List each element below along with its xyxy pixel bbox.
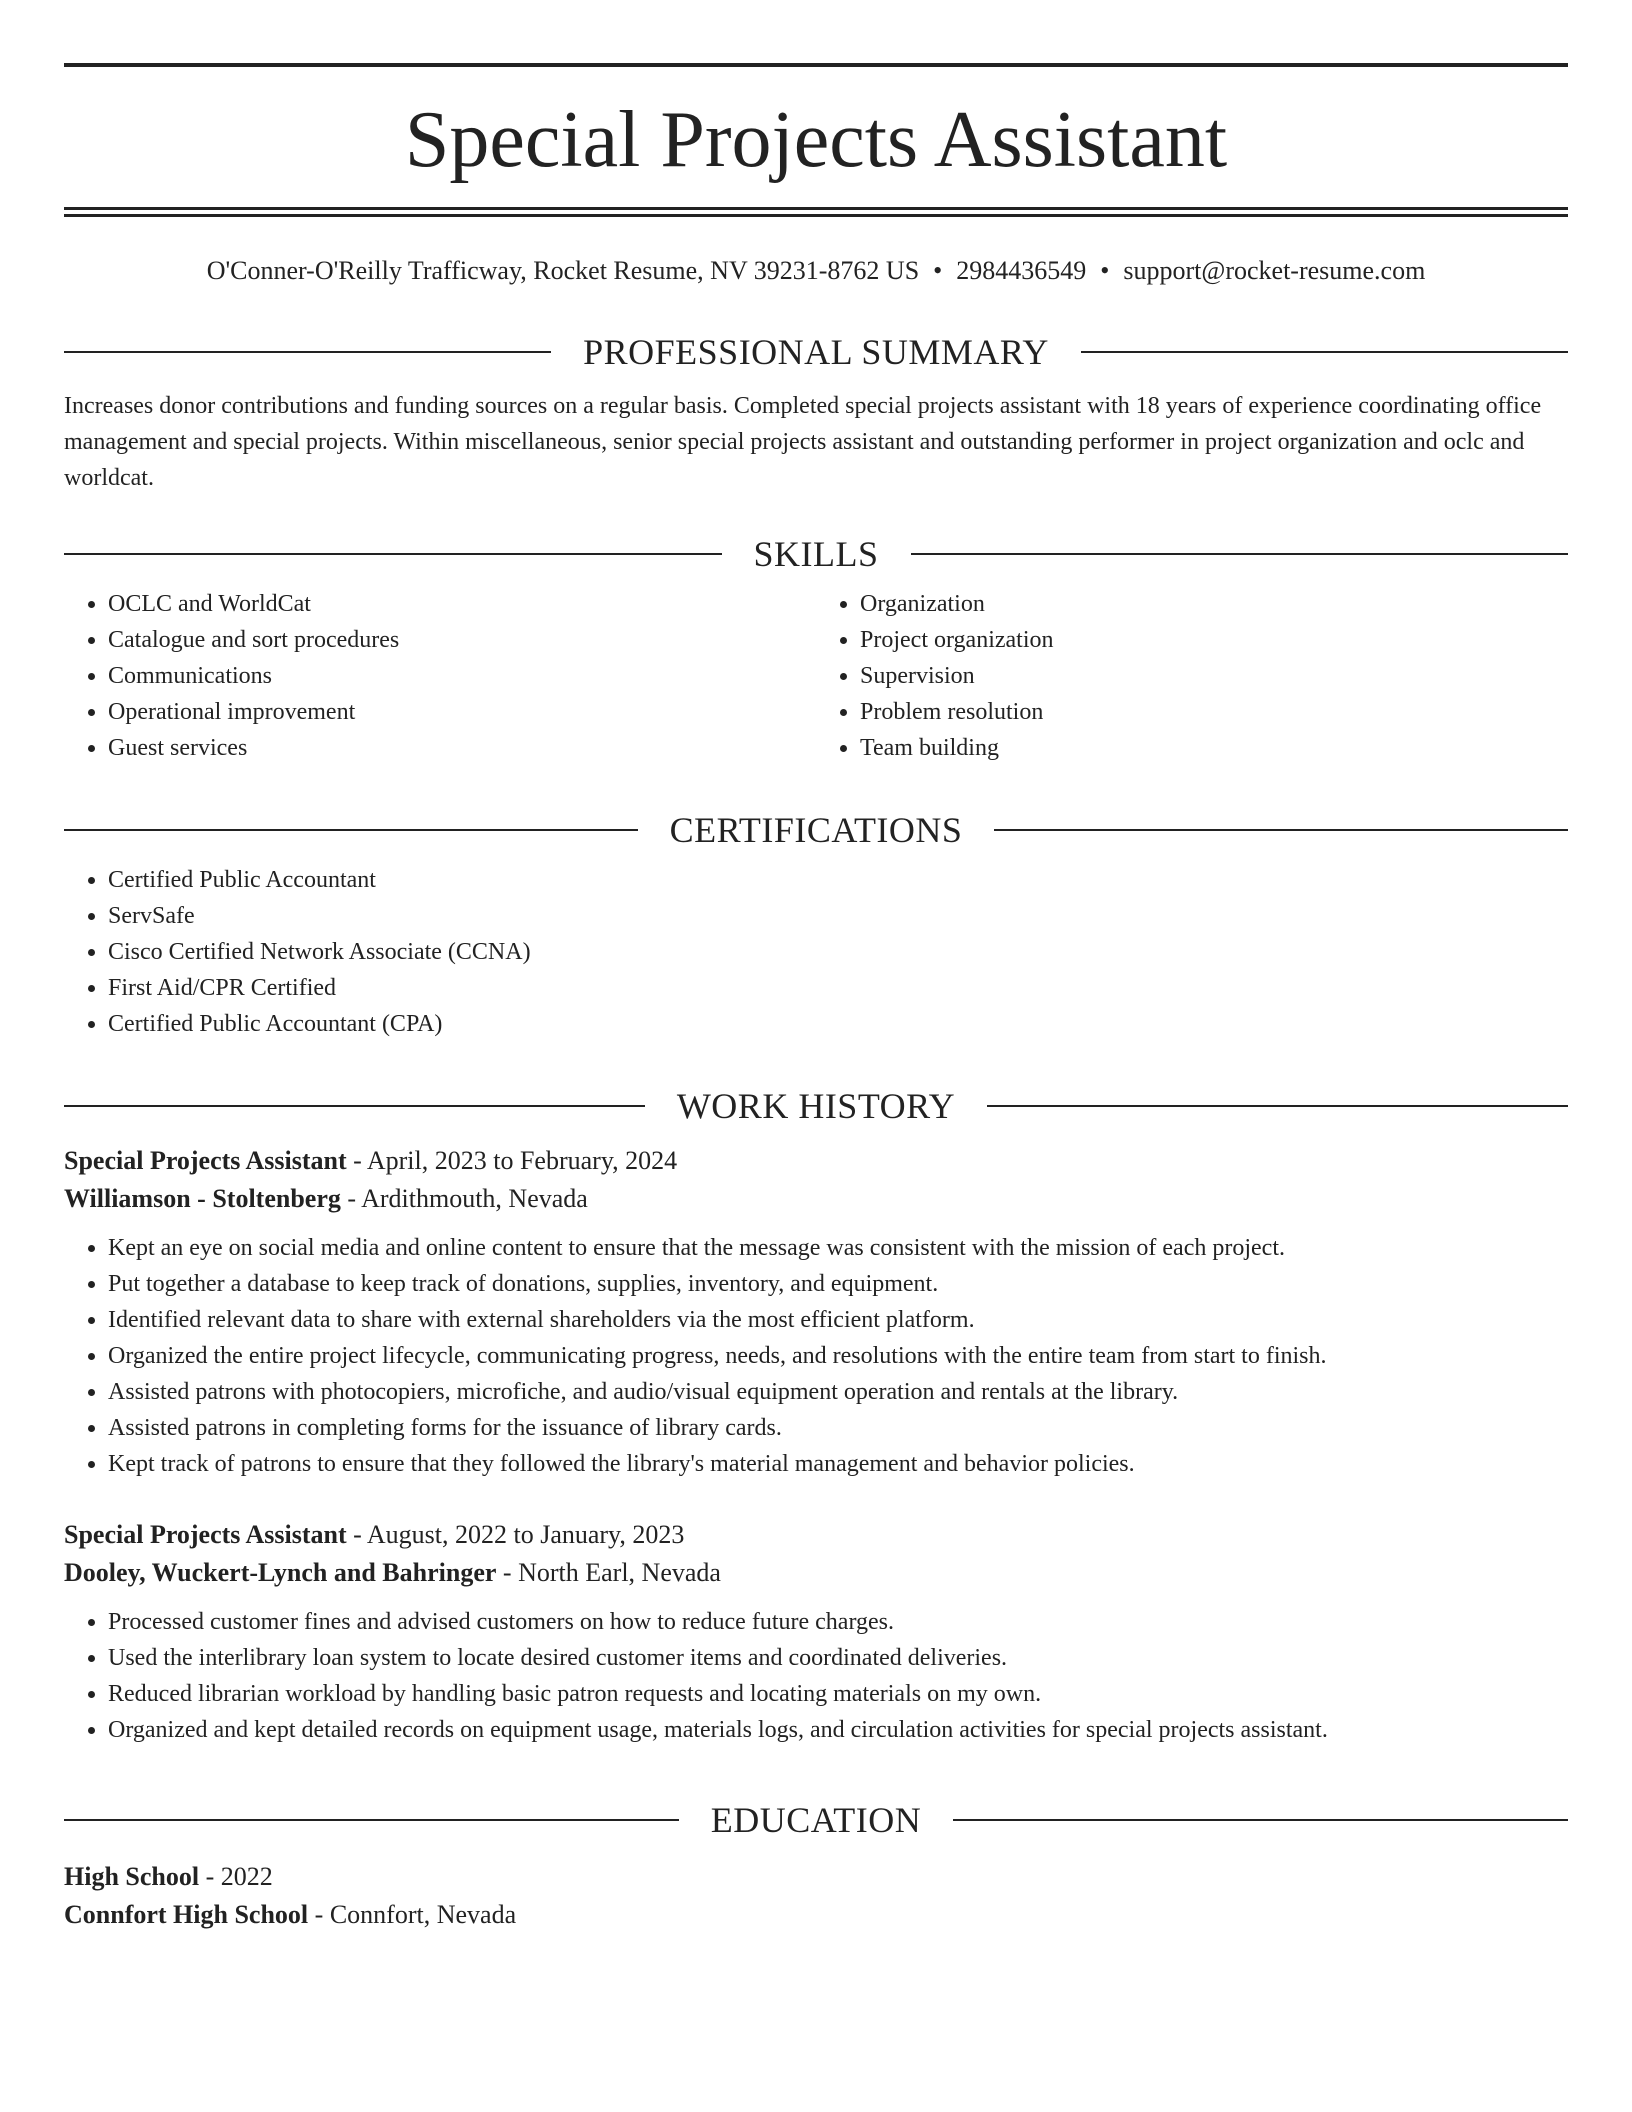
job-title-line: [64, 1142, 1568, 1180]
skill-item: • Team building: [860, 730, 1568, 766]
contact-address: O'Conner-O'Reilly Trafficway, Rocket Resume, NV 39231-8762 US: [206, 256, 920, 285]
job-dash: -: [346, 1146, 367, 1175]
education-entry: [64, 1858, 1568, 1934]
summary-section: [64, 330, 1568, 496]
summary-text: Increases donor contributions and funding sources on a regular basis. Completed special projects assistant with 18 years of experience coordinating office management and special projects. Within miscellaneous, senior special projects assistant and outstanding performer in project organization and oclc and worldcat.: [64, 393, 1542, 491]
education-heading: [64, 1798, 1568, 1842]
certification-item: • First Aid/CPR Certified: [108, 970, 1568, 1006]
skills-column-right: [816, 586, 1568, 766]
job-dash: -: [346, 1520, 367, 1549]
skill-item: • Problem resolution: [860, 694, 1568, 730]
skill-item: • Project organization: [860, 622, 1568, 658]
job-bullet: • Kept an eye on social media and online content to ensure that the message was consistent with the mission of each project.: [108, 1230, 1568, 1266]
heading-rule-right: [911, 553, 1569, 555]
work-heading-title: WORK HISTORY: [676, 1086, 956, 1126]
job-title-line: [64, 1516, 1568, 1554]
heading-rule-right: [987, 1105, 1568, 1107]
summary-heading: [64, 330, 1568, 374]
job-company: Dooley, Wuckert-Lynch and Bahringer: [64, 1558, 497, 1587]
heading-rule-left: [64, 1105, 645, 1107]
education-degree-line: [64, 1858, 1568, 1896]
education-heading-title: EDUCATION: [710, 1800, 922, 1840]
heading-rule-left: [64, 1819, 679, 1821]
heading-rule-right: [953, 1819, 1568, 1821]
resume-title: Special Projects Assistant: [404, 96, 1228, 184]
job-company-line: [64, 1554, 1568, 1592]
summary-heading-title: PROFESSIONAL SUMMARY: [583, 332, 1049, 372]
education-section: [64, 1798, 1568, 1934]
top-rule: [64, 63, 1568, 67]
skills-column-left: [64, 586, 816, 766]
education-year: 2022: [220, 1862, 273, 1891]
certification-item: • ServSafe: [108, 898, 1568, 934]
job-bullet: • Kept track of patrons to ensure that they followed the library's material management and behavior policies.: [108, 1446, 1568, 1482]
skills-heading: [64, 532, 1568, 576]
education-dash: -: [308, 1900, 330, 1929]
job-location: North Earl, Nevada: [518, 1558, 721, 1587]
job-bullet: • Processed customer fines and advised customers on how to reduce future charges.: [108, 1604, 1568, 1640]
job-bullets: [64, 1230, 1568, 1482]
job-title: Special Projects Assistant: [64, 1146, 347, 1175]
contact-separator: •: [1100, 256, 1110, 285]
title-rule-lower: [64, 214, 1568, 217]
heading-rule-left: [64, 351, 551, 353]
work-section: [64, 1084, 1568, 1748]
contact-email: support@rocket-resume.com: [1123, 256, 1426, 285]
certification-item: • Certified Public Accountant (CPA): [108, 1006, 1568, 1042]
heading-rule-right: [994, 829, 1568, 831]
job-bullet: • Assisted patrons in completing forms for the issuance of library cards.: [108, 1410, 1568, 1446]
skills-columns: [64, 586, 1568, 766]
contact-line: [64, 254, 1568, 288]
job-bullet: • Organized and kept detailed records on equipment usage, materials logs, and circulation activities for special projects assistant.: [108, 1712, 1568, 1748]
job-bullet: • Reduced librarian workload by handling basic patron requests and locating materials on my own.: [108, 1676, 1568, 1712]
job-bullet: • Assisted patrons with photocopiers, microfiche, and audio/visual equipment operation and rentals at the library.: [108, 1374, 1568, 1410]
job-dash: -: [496, 1558, 519, 1587]
skills-list-left: [64, 586, 816, 766]
certifications-section: [64, 808, 1568, 1042]
certification-item: • Certified Public Accountant: [108, 862, 1568, 898]
education-school: Connfort High School: [64, 1900, 309, 1929]
job-entry: [64, 1142, 1568, 1482]
job-dash: -: [340, 1184, 362, 1213]
job-company-line: [64, 1180, 1568, 1218]
heading-rule-right: [1081, 351, 1568, 353]
certifications-heading: [64, 808, 1568, 852]
skill-item: • Communications: [108, 658, 816, 694]
education-school-line: [64, 1896, 1568, 1934]
job-company: Williamson - Stoltenberg: [64, 1184, 341, 1213]
certification-item: • Cisco Certified Network Associate (CCNA): [108, 934, 1568, 970]
work-heading: [64, 1084, 1568, 1128]
contact-phone: 2984436549: [956, 256, 1087, 285]
education-degree: High School: [64, 1862, 200, 1891]
job-bullet: • Organized the entire project lifecycle, communicating progress, needs, and resolutions with the entire team from start to finish.: [108, 1338, 1568, 1374]
skill-item: • Supervision: [860, 658, 1568, 694]
heading-rule-left: [64, 829, 638, 831]
skill-item: • Guest services: [108, 730, 816, 766]
skills-list-right: [816, 586, 1568, 766]
job-title: Special Projects Assistant: [64, 1520, 347, 1549]
job-bullet: • Put together a database to keep track of donations, supplies, inventory, and equipment.: [108, 1266, 1568, 1302]
title-rule-upper: [64, 207, 1568, 210]
job-dates: August, 2022 to January, 2023: [366, 1520, 685, 1549]
job-location: Ardithmouth, Nevada: [361, 1184, 588, 1213]
skill-item: • OCLC and WorldCat: [108, 586, 816, 622]
skill-item: • Operational improvement: [108, 694, 816, 730]
skill-item: • Catalogue and sort procedures: [108, 622, 816, 658]
job-bullets: [64, 1604, 1568, 1748]
certifications-list: [64, 862, 1568, 1042]
education-dash: -: [199, 1862, 221, 1891]
education-location: Connfort, Nevada: [329, 1900, 517, 1929]
job-entry: [64, 1516, 1568, 1748]
job-dates: April, 2023 to February, 2024: [366, 1146, 678, 1175]
skills-heading-title: SKILLS: [753, 534, 879, 574]
skills-section: [64, 532, 1568, 766]
certifications-heading-title: CERTIFICATIONS: [669, 810, 963, 850]
heading-rule-left: [64, 553, 722, 555]
job-bullet: • Used the interlibrary loan system to locate desired customer items and coordinated deliveries.: [108, 1640, 1568, 1676]
job-bullet: • Identified relevant data to share with external shareholders via the most efficient platform.: [108, 1302, 1568, 1338]
skill-item: • Organization: [860, 586, 1568, 622]
contact-separator: •: [933, 256, 943, 285]
